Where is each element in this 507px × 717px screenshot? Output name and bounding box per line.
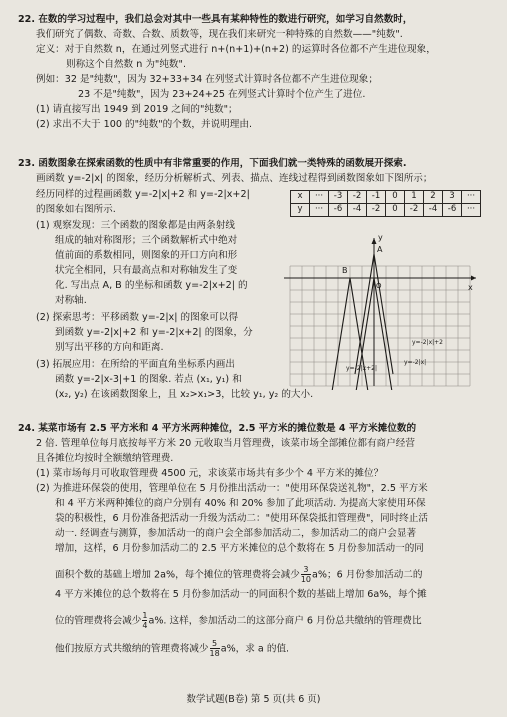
q23-line-2: 画函数 y=-2|x| 的图象，经历分析解析式、列表、描点、连线过程得到函数图象如下图所示； <box>36 173 433 184</box>
q24-text: 他们按原方式共缴纳的管理费将减少 <box>55 643 209 655</box>
q24-part-2-g: 4 平方米摊位的总个数将在 5 月份参加活动一的同面积个数的基础上增加 6a%，每个摊 <box>55 589 427 600</box>
q23-part-1-e: 化. 写出点 A, B 的坐标和函数 y=-2|x+2| 的 <box>55 280 248 291</box>
q22-definition-cont: 则称这个自然数 n 为"纯数". <box>66 59 186 70</box>
q22-line-1: 22. 在数的学习过程中，我们总会对其中一些具有某种特性的数进行研究，如学习自然数时， <box>18 14 413 25</box>
page-footer: 数学试题(B卷) 第 5 页(共 6 页) <box>186 694 321 705</box>
q23-line-4: 的图象如右图所示. <box>36 204 116 215</box>
table-cell: 1 <box>405 191 424 204</box>
table-cell: -6 <box>329 204 348 217</box>
table-cell: -3 <box>329 191 348 204</box>
curve-label-2: y=-2|x| <box>404 359 427 366</box>
q23-part-3-c: (x₂, y₂) 在该函数图象上，且 x₂>x₁>3，比较 y₁, y₂ 的大小. <box>55 389 314 400</box>
q22-definition: 定义：对于自然数 n，在通过列竖式进行 n+(n+1)+(n+2) 的运算时各位都不产生进位现象， <box>36 44 436 55</box>
q24-part-2-h <box>55 611 422 630</box>
table-cell: ··· <box>310 204 329 217</box>
table-cell: 2 <box>424 191 443 204</box>
x-axis-arrow <box>471 276 476 281</box>
q24-line-3: 且各摊位均按时全额缴纳管理费. <box>36 453 174 464</box>
q24-text: 面积个数的基础上增加 2a%，每个摊位的管理费将会减少 <box>55 569 300 581</box>
q24-part-2-d: 动一. 经调查与测算，参加活动一的商户会全部参加活动二，参加活动二的商户会显著 <box>55 528 417 539</box>
label-point-a: A <box>377 245 383 254</box>
q24-part-2-c: 袋的积极性，6 月份准备把活动一升级为活动二："使用环保袋抵扣管理费"，同时终止活 <box>55 513 428 524</box>
q23-part-3-b: 函数 y=-2|x-3|+1 的图象. 若点 (x₁, y₁) 和 <box>55 374 242 385</box>
table-cell: -4 <box>424 204 443 217</box>
table-x-label: x <box>291 191 310 204</box>
table-cell: ··· <box>462 204 481 217</box>
q24-part-2-e: 增加，这样，6 月份参加活动二的 2.5 平方米摊位的总个数将在 5 月份参加活动一的同 <box>55 543 424 554</box>
q23-line-1: 23. 函数图象在探索函数的性质中有非常重要的作用，下面我们就一类特殊的函数展开探索. <box>18 158 407 169</box>
q24-text: a%；6 月份参加活动二的 <box>312 569 423 581</box>
q22-part-2: (2) 求出不大于 100 的"纯数"的个数，并说明理由. <box>36 119 253 130</box>
fraction-denominator: 4 <box>142 621 148 630</box>
coordinate-graph <box>280 218 480 390</box>
q24-part-2-i <box>55 639 289 658</box>
table-cell: 0 <box>386 191 405 204</box>
value-table <box>290 190 481 217</box>
curve-label-3: y=-2|x+2| <box>346 365 377 372</box>
q23-part-1-c: 值前面的系数相同，则图象的开口方向和形 <box>55 250 238 261</box>
label-x: x <box>468 283 473 292</box>
table-cell: ··· <box>310 191 329 204</box>
y-axis-arrow <box>372 238 377 244</box>
label-origin: O <box>376 282 382 290</box>
q23-part-2-c: 别写出平移的方向和距离. <box>55 342 164 353</box>
table-y-label: y <box>291 204 310 217</box>
q24-text: a%，求 a 的值. <box>220 643 290 655</box>
q23-part-1-d: 状完全相同，只有最高点和对称轴发生了变 <box>55 265 238 276</box>
q22-line-2: 我们研究了偶数、奇数、合数、质数等，现在我们来研究一种特殊的自然数——"纯数". <box>36 29 403 40</box>
value-table-x-row <box>291 191 481 204</box>
q24-line-1: 24. 某菜市场有 2.5 平方米和 4 平方米两种摊位，2.5 平方米的摊位数是 4 平方米摊位数的 <box>18 423 417 434</box>
q24-part-2-a: (2) 为推进环保袋的使用，管理单位在 5 月份推出活动一："使用环保袋送礼物"，2.5 平方米 <box>36 483 428 494</box>
q24-part-2-b: 和 4 平方米两种摊位的商户分别有 40% 和 20% 参加了此项活动. 为提高大家使用环保 <box>55 498 426 509</box>
value-table-y-row <box>291 204 481 217</box>
curve-label-1: y=-2|x|+2 <box>412 339 443 346</box>
fraction-numerator: 3 <box>301 565 311 575</box>
fraction-denominator: 18 <box>209 649 220 658</box>
q22-example-1: 例如：32 是"纯数"，因为 32+33+34 在列竖式计算时各位都不产生进位现象； <box>36 74 378 85</box>
q22-example-2: 23 不是"纯数"，因为 23+24+25 在列竖式计算时个位产生了进位. <box>78 89 366 100</box>
fraction-numerator: 5 <box>210 639 220 649</box>
q23-part-2-a: (2) 探索思考：平移函数 y=-2|x| 的图象可以得 <box>36 312 239 323</box>
table-cell: 0 <box>386 204 405 217</box>
table-cell: -2 <box>405 204 424 217</box>
q24-line-2: 2 倍. 管理单位每月底按每平方米 20 元收取当月管理费，该菜市场全部摊位都有商户经营 <box>36 438 415 449</box>
q24-text: 位的管理费将会减少 <box>55 615 142 627</box>
q24-part-1: (1) 菜市场每月可收取管理费 4500 元，求该菜市场共有多少个 4 平方米的摊位？ <box>36 468 384 479</box>
table-cell: -2 <box>367 204 386 217</box>
q23-line-3: 经历同样的过程画函数 y=-2|x|+2 和 y=-2|x+2| <box>36 189 250 200</box>
table-cell: -1 <box>367 191 386 204</box>
fraction-5-18 <box>210 639 220 658</box>
q23-part-3-a: (3) 拓展应用：在所给的平面直角坐标系内画出 <box>36 359 235 370</box>
fraction-1-4 <box>142 611 147 630</box>
fraction-numerator: 1 <box>142 611 148 620</box>
q23-part-2-b: 到函数 y=-2|x|+2 和 y=-2|x+2| 的图象，分 <box>55 327 253 338</box>
label-point-b: B <box>342 266 348 275</box>
q24-text: a%. 这样，参加活动二的这部分商户 6 月份总共缴纳的管理费比 <box>148 615 422 627</box>
table-cell: ··· <box>462 191 481 204</box>
q22-part-1: (1) 请直接写出 1949 到 2019 之间的"纯数"； <box>36 104 238 115</box>
q23-part-1-a: (1) 观察发现：三个函数的图象都是由两条射线 <box>36 220 235 231</box>
q23-part-1-b: 组成的轴对称图形；三个函数解析式中绝对 <box>55 235 238 246</box>
label-y: y <box>378 233 383 242</box>
table-cell: -6 <box>443 204 462 217</box>
table-cell: -4 <box>348 204 367 217</box>
table-cell: 3 <box>443 191 462 204</box>
q24-part-2-f <box>55 565 423 584</box>
q23-part-1-f: 对称轴. <box>55 295 87 306</box>
fraction-denominator: 10 <box>300 575 311 584</box>
table-cell: -2 <box>348 191 367 204</box>
fraction-3-10 <box>301 565 311 584</box>
